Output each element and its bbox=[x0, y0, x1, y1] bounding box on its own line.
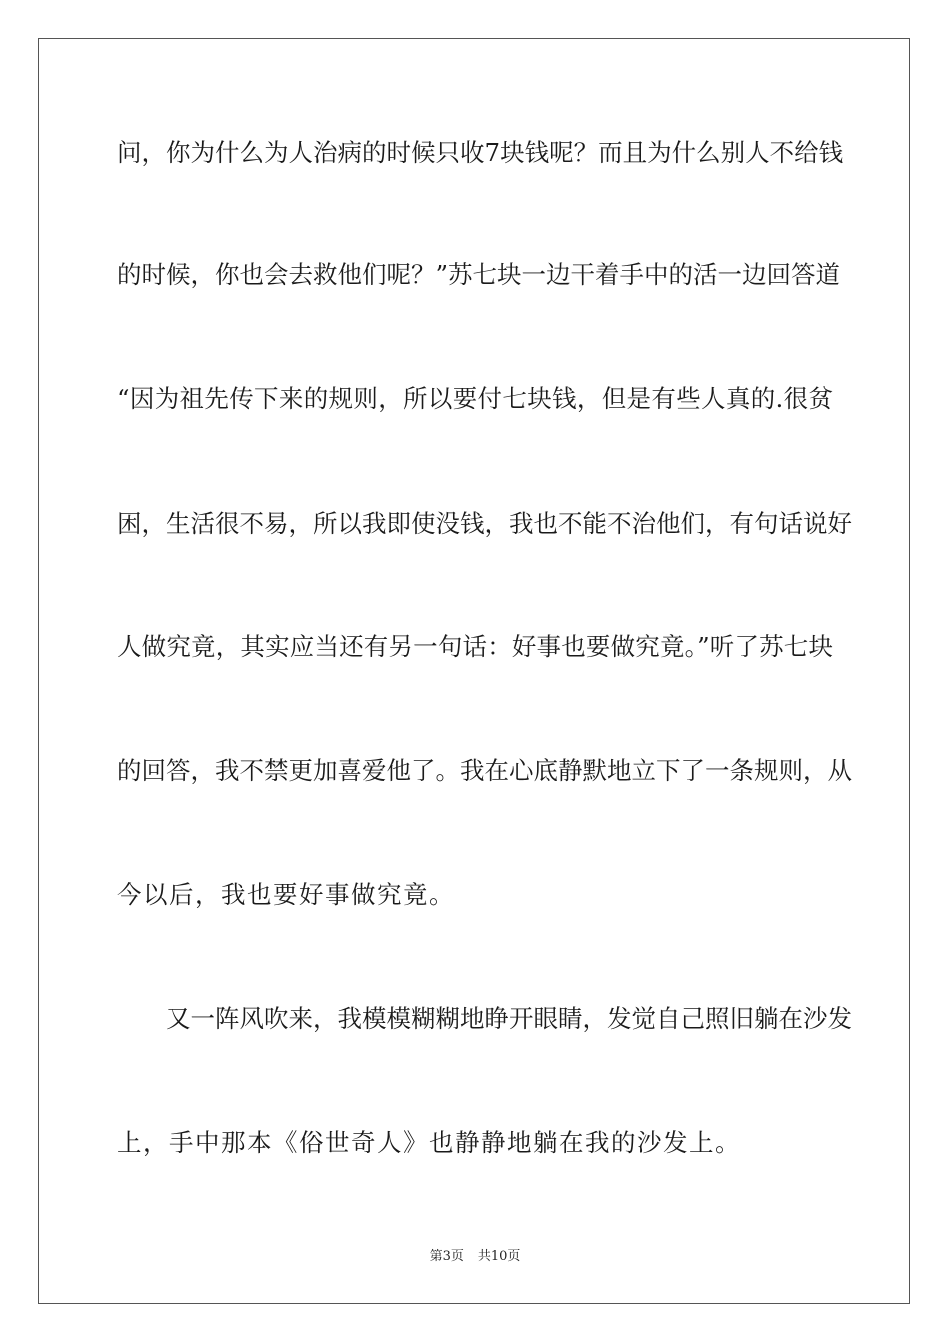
body-line-9: 上，手中那本《俗世奇人》也静静地躺在我的沙发上。 bbox=[117, 1128, 741, 1157]
body-line-8: 又一阵风吹来，我模模糊糊地睁开眼睛，发觉自己照旧躺在沙发 bbox=[166, 1004, 852, 1033]
body-line-3: “因为祖先传下来的规则，所以要付七块钱，但是有些人真的.很贫 bbox=[117, 384, 833, 413]
page-footer bbox=[0, 1248, 950, 1266]
body-line-1: 问，你为什么为人治病的时候只收7块钱呢？而且为什么别人不给钱 bbox=[117, 138, 844, 167]
body-line-7: 今以后，我也要好事做究竟。 bbox=[117, 880, 455, 909]
body-line-4: 困，生活很不易，所以我即使没钱，我也不能不治他们，有句话说好 bbox=[117, 509, 852, 538]
page-border bbox=[38, 38, 910, 1304]
page-total: 共10页 bbox=[477, 1249, 521, 1264]
body-line-2: 的时候，你也会去救他们呢？”苏七块一边干着手中的活一边回答道 bbox=[117, 260, 841, 289]
page-number: 第3页 bbox=[429, 1249, 464, 1264]
body-line-5: 人做究竟，其实应当还有另一句话：好事也要做究竟。”听了苏七块 bbox=[117, 632, 833, 661]
body-line-6: 的回答，我不禁更加喜爱他了。我在心底静默地立下了一条规则，从 bbox=[117, 756, 852, 785]
